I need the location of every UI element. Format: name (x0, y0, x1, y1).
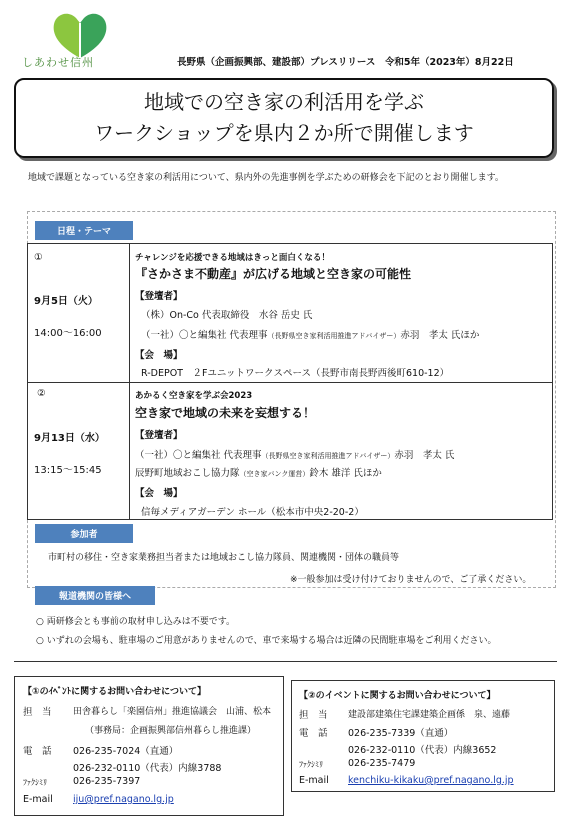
logo-text: しあわせ信州 (22, 56, 94, 69)
contact-2-fax-label: ﾌｧｸｼﾐﾘ (299, 760, 323, 769)
event-2-subtitle: あかるく空き家を学ぶ会2023 (135, 391, 253, 401)
schedule-table (27, 243, 553, 520)
event-2-speaker-2 (135, 465, 382, 479)
media-item-2: ○ いずれの会場も、駐車場のご用意がありませんので、車で来場する場合は近隣の民間駐車場をご利用ください。 (36, 636, 497, 646)
event-1-venue-label: 【会 場】 (135, 350, 183, 361)
event-1-speaker-1: （株）On-Co 代表取締役 水谷 岳史 氏 (141, 310, 313, 321)
contact-2-tel-2: 026-232-0110（代表）内線3652 (348, 745, 497, 756)
event-2-theme: 空き家で地域の未来を妄想する！ (135, 406, 316, 420)
table-row-divider (28, 382, 552, 383)
event-2-speaker-1 (135, 447, 454, 461)
participants-text: 市町村の移住・空き家業務担当者または地域おこし協力隊員、関連機関・団体の職員等 (48, 553, 400, 563)
divider-line (14, 661, 557, 662)
event-1-time: 14:00〜16:00 (34, 328, 102, 339)
contact-2-person: 建設部建築住宅課建築企画係 泉、遠藤 (348, 710, 511, 720)
event-1-speaker-2-main: （一社）〇と編集社 代表理事 (141, 330, 268, 341)
event-1-speaker-2 (141, 327, 479, 341)
event-2-time: 13:15〜15:45 (34, 465, 102, 476)
event-2-speaker-2-main: 辰野町地域おこし協力隊 (135, 468, 240, 479)
contact-box-1 (14, 676, 284, 816)
event-1-speakers-label: 【登壇者】 (135, 291, 183, 302)
event-2-number: ② (37, 388, 46, 399)
event-1-speaker-2-note: （長野県空き家利活用推進アドバイザー） (267, 332, 401, 340)
event-1-number: ① (34, 252, 43, 263)
schedule-heading: 日程・テーマ (35, 221, 133, 240)
event-2-speaker-1-name: 赤羽 孝太 氏 (394, 450, 455, 461)
event-1-speaker-2-name: 赤羽 孝太 氏ほか (400, 330, 480, 341)
contact-1-person: 田舎暮らし「楽園信州」推進協議会 山浦、松本 (73, 707, 272, 717)
contact-2-fax: 026-235-7479 (348, 758, 416, 769)
contact-1-person-label: 担 当 (23, 707, 52, 718)
participants-heading: 参加者 (35, 524, 133, 543)
contact-1-email-link[interactable]: iju@pref.nagano.lg.jp (73, 794, 174, 805)
contact-box-2 (291, 680, 555, 792)
event-2-speakers-label: 【登壇者】 (135, 430, 183, 441)
contact-1-tel-2: 026-232-0110（代表）内線3788 (73, 763, 222, 774)
contact-1-email-label: E-mail (23, 794, 53, 805)
contact-2-person-label: 担 当 (299, 710, 328, 721)
contact-1-office: （事務局：企画振興部信州暮らし推進課） (85, 726, 257, 736)
contact-1-heading: 【①のｲﾍﾞﾝﾄに関するお問い合わせについて】 (23, 687, 206, 697)
contact-2-tel-1: 026-235-7339（直通） (348, 728, 454, 739)
media-heading: 報道機関の皆様へ (35, 586, 155, 605)
contact-2-email-label: E-mail (299, 775, 329, 786)
event-1-subtitle: チャレンジを応援できる地域はきっと面白くなる！ (135, 253, 330, 263)
media-item-1: ○ 両研修会とも事前の取材申し込みは不要です。 (36, 617, 235, 627)
contact-2-email-link[interactable]: kenchiku-kikaku@pref.nagano.lg.jp (348, 775, 514, 786)
event-2-speaker-1-main: （一社）〇と編集社 代表理事 (135, 450, 262, 461)
title-line-1: 地域での空き家の利活用を学ぶ (144, 90, 424, 114)
contact-1-tel-label: 電 話 (23, 746, 52, 757)
event-1-date: 9月5日（火） (34, 296, 98, 307)
event-2-speaker-2-name: 鈴木 雄洋 氏ほか (309, 468, 382, 479)
title-box (14, 78, 554, 158)
title-line-2: ワークショップを県内２か所で開催します (94, 121, 474, 145)
contact-1-tel-1: 026-235-7024（直通） (73, 746, 179, 757)
contact-1-fax-label: ﾌｧｸｼﾐﾘ (23, 778, 47, 787)
event-2-speaker-2-note: （空き家バンク運営） (239, 470, 310, 478)
contact-2-tel-label: 電 話 (299, 728, 328, 739)
contact-1-fax: 026-235-7397 (73, 776, 141, 787)
intro-text: 地域で課題となっている空き家の利活用について、県内外の先進事例を学ぶための研修会を下記のとおり開催します。 (28, 173, 504, 183)
event-2-date: 9月13日（水） (34, 433, 105, 444)
event-1-venue: R-DEPOT ２Fユニットワークスペース（長野市南長野西後町610-12） (141, 368, 450, 379)
press-release-line: 長野県（企画振興部、建設部）プレスリリース 令和5年（2023年）8月22日 (177, 57, 514, 68)
event-1-theme: 『さかさま不動産』が広げる地域と空き家の可能性 (135, 267, 412, 281)
contact-2-heading: 【②のイベントに関するお問い合わせについて】 (299, 691, 496, 701)
event-2-venue: 信毎メディアガーデン ホール（松本市中央2-20-2） (141, 507, 364, 518)
participants-note: ※一般参加は受け付けておりませんので、ご了承ください。 (290, 575, 532, 585)
event-2-venue-label: 【会 場】 (135, 488, 183, 499)
event-2-speaker-1-note: （長野県空き家利活用推進アドバイザー） (261, 452, 395, 460)
